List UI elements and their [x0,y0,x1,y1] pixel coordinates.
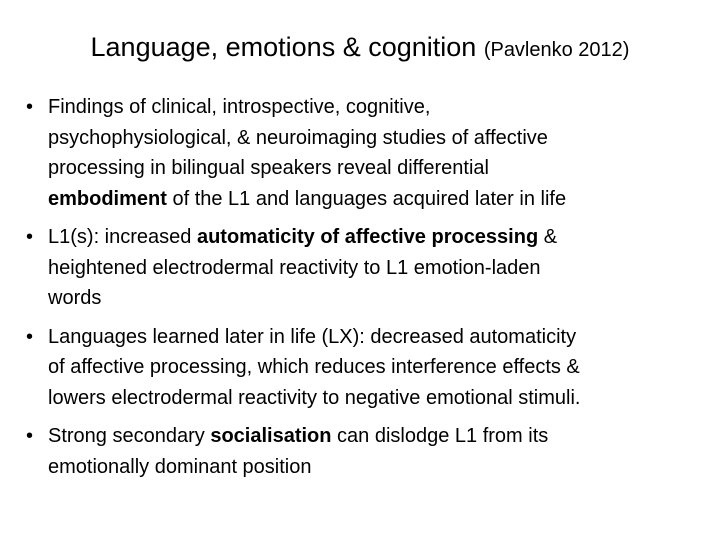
slide-title [0,30,720,67]
bullet-text: words [48,287,102,309]
bullet-item [26,421,716,482]
bullet-item [26,92,716,214]
bullet-text: emotionally dominant position [48,455,312,478]
bullet-line [48,253,716,284]
bullet-emphasis: automaticity of affective processing [196,226,539,248]
bullet-emphasis: embodiment [48,187,167,210]
bullet-text: heightened electrodermal reactivity to L1 emotion-laden [48,256,541,279]
bullet-line [48,283,716,314]
bullet-text: & [538,226,558,248]
bullet-text: L1(s): increased [48,226,197,248]
bullet-line [48,452,716,483]
bullet-dot: • [26,325,34,348]
bullet-line [48,421,716,452]
bullet-dot: • [26,226,34,248]
bullet-emphasis: socialisation [210,425,332,447]
bullet-text: processing in bilingual speakers reveal differential [48,157,489,179]
title-main: Language, emotions & cognition [90,32,477,62]
bullet-line [48,222,716,253]
bullet-text: of the L1 and languages acquired later in life [166,187,567,210]
bullet-item [26,222,716,314]
bullet-line [48,383,716,414]
bullet-text: Languages learned later in life (LX): decreased automaticity [48,325,577,348]
bullet-text: can dislodge L1 from its [331,425,549,447]
bullet-line [48,184,716,215]
bullet-line [48,123,716,154]
bullet-text: psychophysiological, & neuroimaging studies of affective [48,126,548,149]
bullet-dot: • [26,425,34,447]
bullet-line [48,92,716,123]
bullet-text: Findings of clinical, introspective, cognitive, [48,96,431,118]
bullet-line [48,322,716,353]
bullet-list [26,92,716,490]
bullet-dot: • [26,96,34,118]
bullet-text: Strong secondary [48,425,211,447]
bullet-item [26,322,716,414]
bullet-text: lowers electrodermal reactivity to negative emotional stimuli. [48,386,581,409]
bullet-line [48,153,716,184]
title-citation: (Pavlenko 2012) [483,39,630,61]
bullet-line [48,352,716,383]
bullet-text: of affective processing, which reduces interference effects & [48,356,580,378]
